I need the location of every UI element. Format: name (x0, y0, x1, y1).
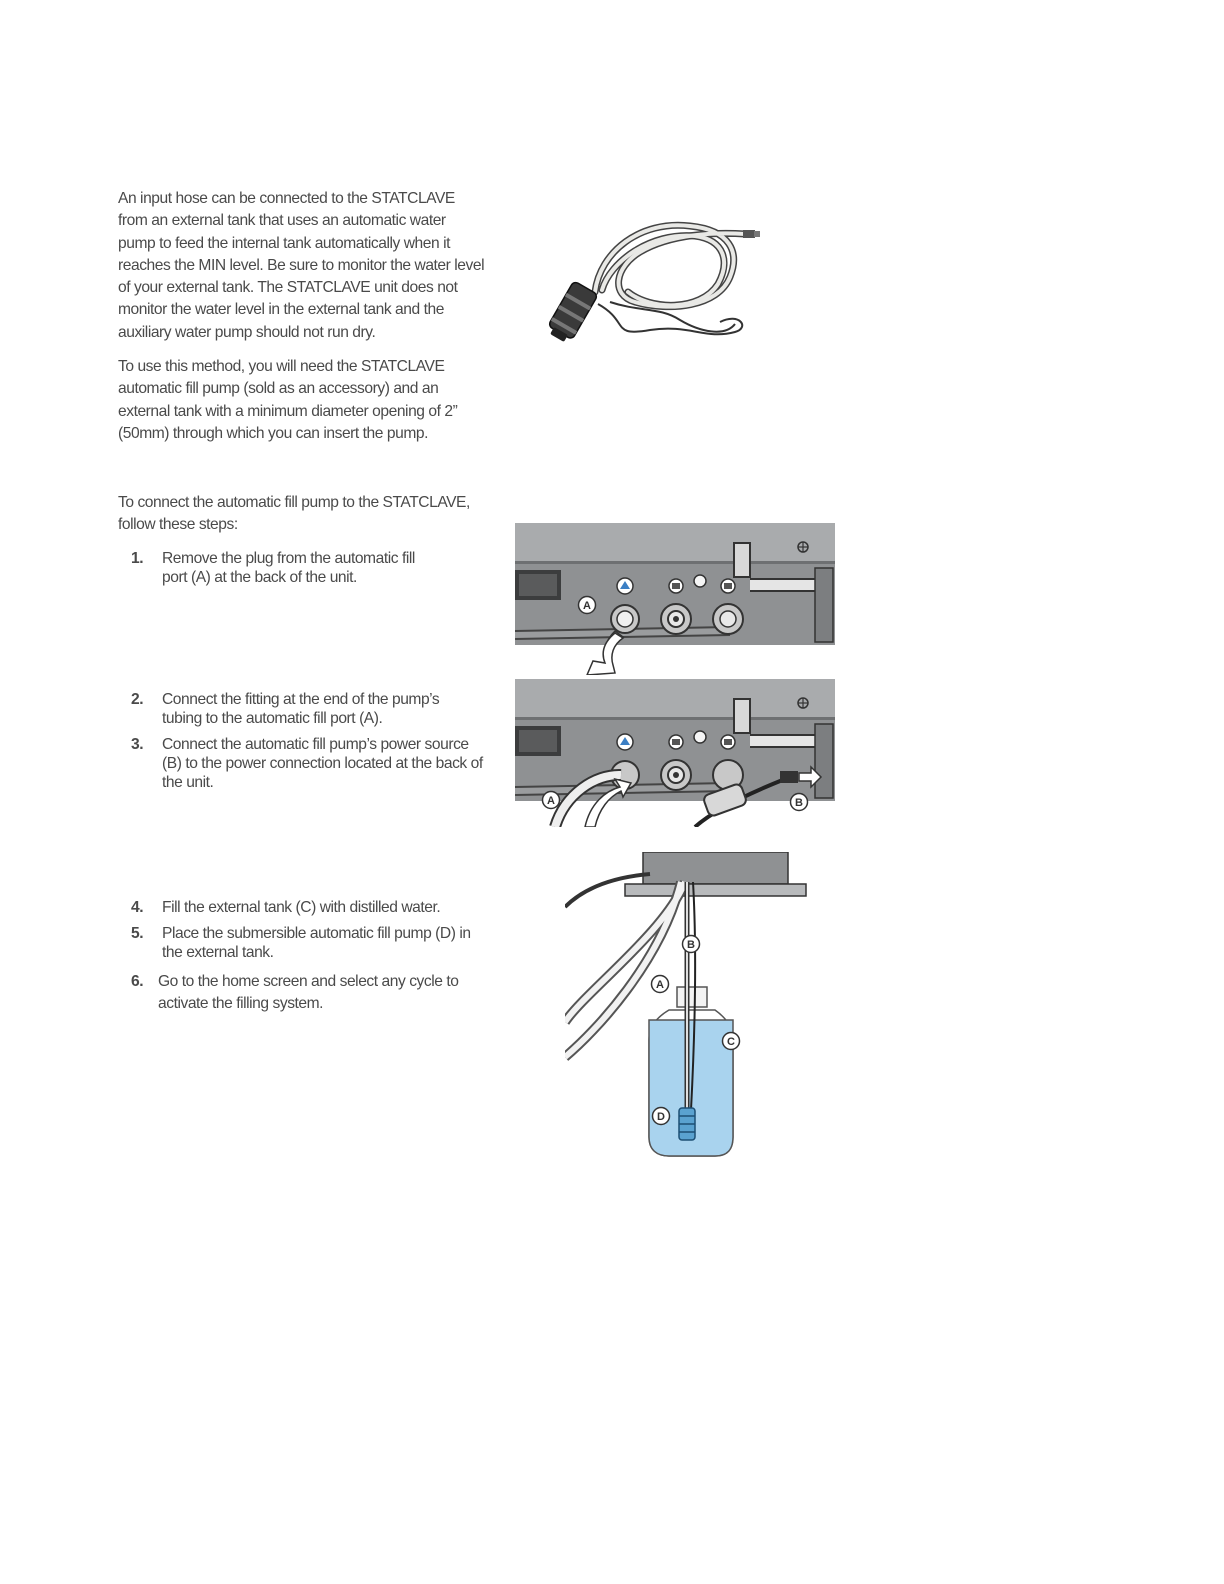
connect-fitting-illustration (515, 679, 835, 827)
step-text: Go to the home screen and select any cycle to activate the filling system. (158, 973, 459, 1013)
step-number: 2. (131, 691, 144, 708)
intro-paragraph-1: An input hose can be connected to the STATCLAVE from an external tank that uses an automatic water pump to feed the internal tank automatically when it reaches the MIN level. Be sure to monitor the water level of your external tank. The STATCLAVE unit does not monitor the water level in the external tank and the auxiliary water pump should not run dry. (118, 190, 485, 341)
callout-a-label: A (547, 795, 555, 807)
step-1 (131, 549, 491, 589)
callout-a-marker (577, 595, 597, 615)
callout-b-marker (789, 792, 809, 812)
remove-plug-illustration (515, 523, 835, 675)
step-text: Fill the external tank (C) with distilled water. (162, 899, 441, 916)
step-number: 4. (131, 899, 144, 916)
step-number: 6. (131, 973, 144, 990)
callout-d-label: D (657, 1111, 665, 1123)
callout-a-label: A (656, 979, 664, 991)
step-3 (131, 735, 491, 795)
intro-paragraph-2: To use this method, you will need the STATCLAVE automatic fill pump (sold as an accessory) and an external tank with a minimum diameter opening of 2” (50mm) through which you can insert the pump. (118, 358, 458, 442)
step-5 (131, 924, 491, 964)
callout-a-label: A (583, 600, 591, 612)
callout-c-label: C (727, 1036, 735, 1048)
step-number: 5. (131, 925, 144, 942)
callout-c-marker (721, 1031, 741, 1051)
step-text: Connect the fitting at the end of the pump’s tubing to the automatic fill port (A). (162, 691, 440, 728)
step-4 (131, 898, 491, 920)
callout-a-marker (650, 974, 670, 994)
callout-b-label: B (687, 939, 695, 951)
callout-d-marker (651, 1106, 671, 1126)
step-text: Remove the plug from the automatic fill port (A) at the back of the unit. (162, 550, 415, 587)
step-number: 3. (131, 736, 144, 753)
step-number: 1. (131, 550, 144, 567)
callout-b-marker (681, 934, 701, 954)
fill-pump-accessory-illustration (540, 212, 765, 347)
step-2 (131, 690, 491, 730)
step-6 (131, 971, 501, 1017)
connect-intro: To connect the automatic fill pump to the STATCLAVE, follow these steps: (118, 494, 470, 534)
step-text: Connect the automatic fill pump’s power source (B) to the power connection located at the back of the unit. (162, 736, 483, 792)
step-text: Place the submersible automatic fill pump (D) in the external tank. (162, 925, 471, 962)
callout-b-label: B (795, 797, 803, 809)
external-tank-illustration (565, 852, 810, 1157)
callout-a-marker (541, 790, 561, 810)
